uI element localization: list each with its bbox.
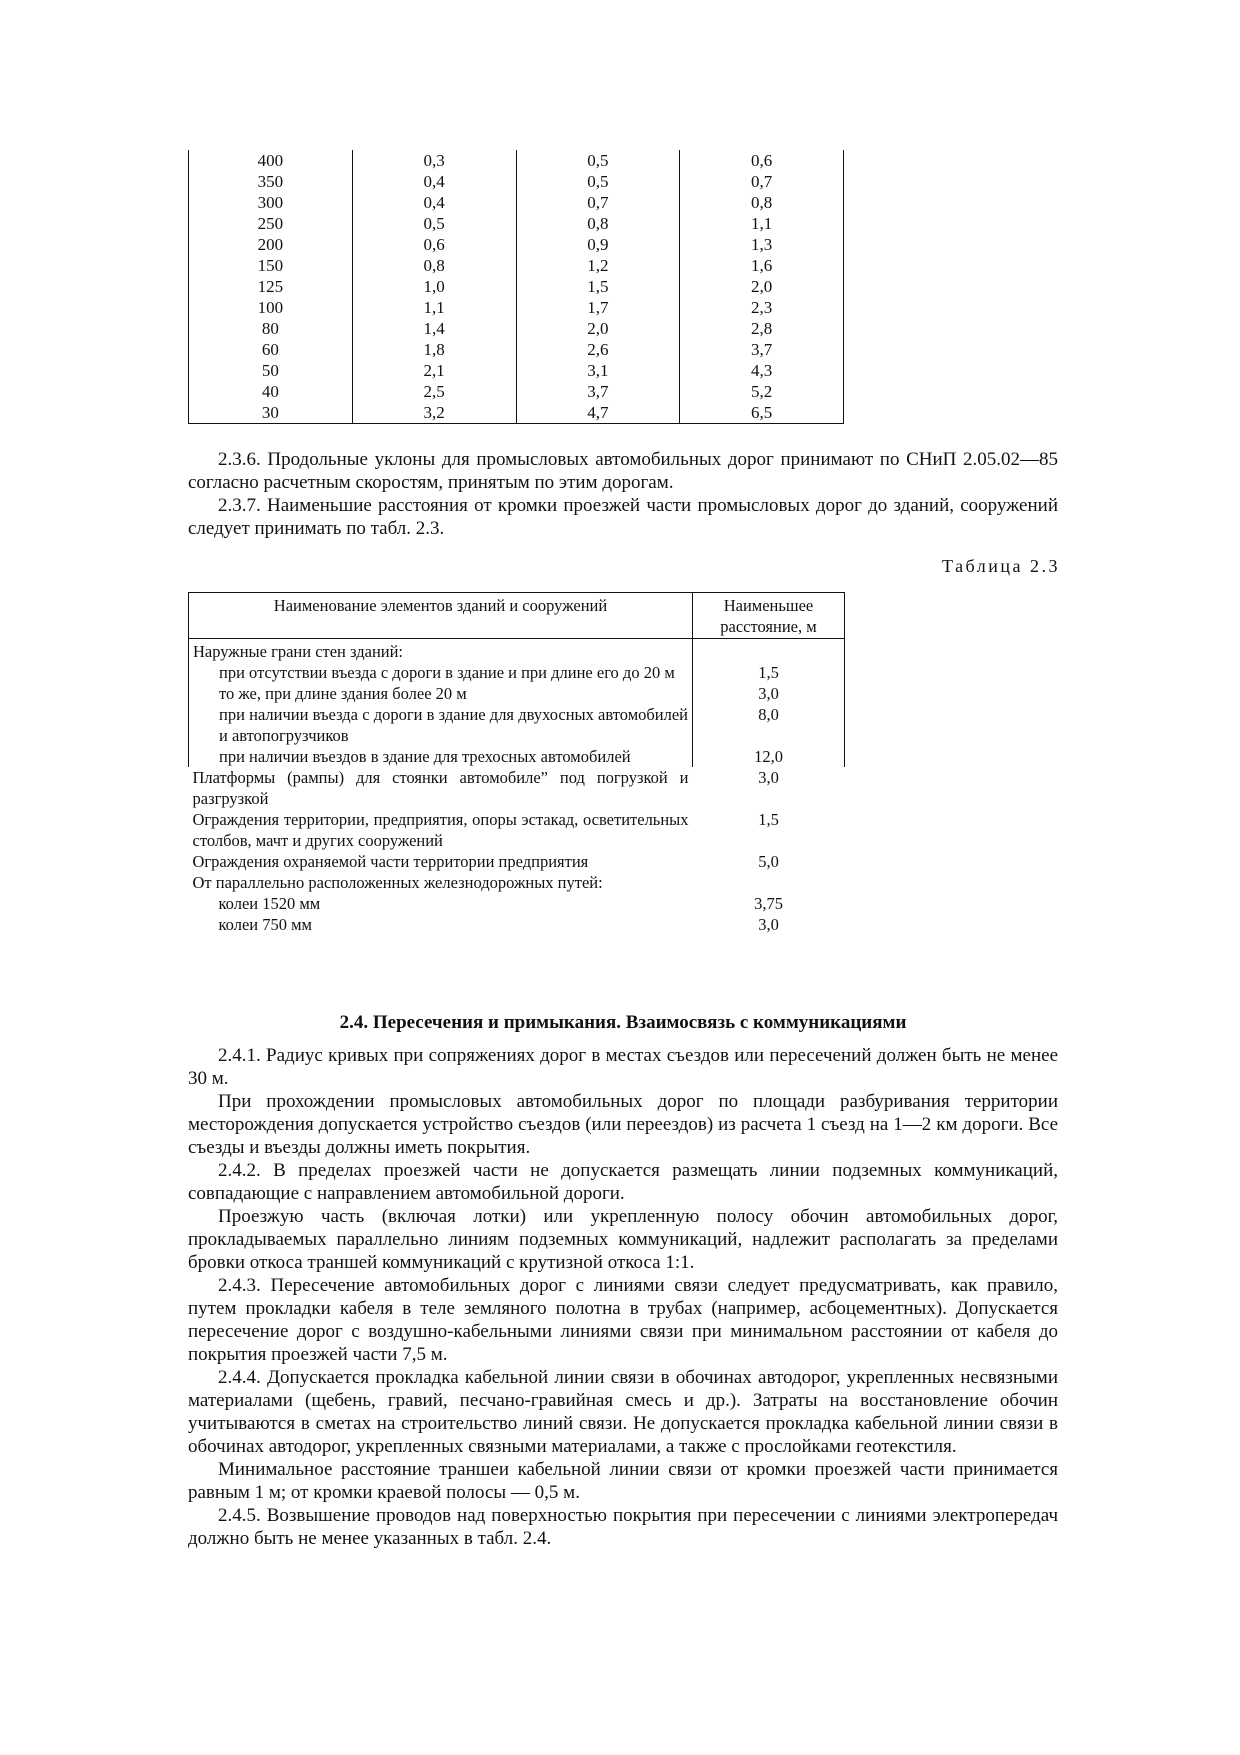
table-cell: 1,1 (352, 297, 516, 318)
table-cell: 1,0 (352, 276, 516, 297)
row-value: 12,0 (693, 746, 845, 767)
table-row (189, 851, 845, 872)
table-cell: 300 (189, 192, 353, 213)
table-cell: 3,7 (680, 339, 844, 360)
table-row (189, 171, 844, 192)
row-name: при наличии въезда с дороги в здание для двухосных автомобилей и автопогрузчиков (189, 704, 693, 746)
table-cell: 3,1 (516, 360, 680, 381)
row-name: От параллельно расположенных железнодорожных путей: (192, 873, 603, 892)
table-cell: 1,3 (680, 234, 844, 255)
table-row (189, 318, 844, 339)
table-row (189, 213, 844, 234)
row-value: 3,0 (693, 683, 845, 704)
table-header-value: Наименьшее расстояние, м (693, 593, 845, 639)
table-row (189, 662, 845, 683)
table-cell: 2,5 (352, 381, 516, 402)
table-cell: 1,7 (516, 297, 680, 318)
table-cell: 2,1 (352, 360, 516, 381)
table-cell: 0,8 (680, 192, 844, 213)
table-row (189, 381, 844, 402)
table-cell: 2,6 (516, 339, 680, 360)
row-name: Платформы (рампы) для стоянки автомобиле” под погрузкой и разгрузкой (192, 768, 689, 808)
table-cell: 0,8 (516, 213, 680, 234)
table-cell: 0,6 (352, 234, 516, 255)
table-cell: 4,3 (680, 360, 844, 381)
table-cell: 0,7 (516, 192, 680, 213)
paragraph: 2.4.5. Возвышение проводов над поверхностью покрытия при пересечении с линиями электропередач должно быть не менее указанных в табл. 2.4. (188, 1505, 1058, 1549)
table-cell: 2,0 (516, 318, 680, 339)
table-header-name: Наименование элементов зданий и сооружений (189, 593, 693, 639)
table-cell: 4,7 (516, 402, 680, 424)
table-cell: 0,8 (352, 255, 516, 276)
row-value: 1,5 (693, 662, 845, 683)
row-value (693, 872, 845, 893)
table-row (189, 809, 845, 851)
table-cell: 100 (189, 297, 353, 318)
paragraph-2-3-7: 2.3.7. Наименьшие расстояния от кромки проезжей части промысловых дорог до зданий, сооружений следует принимать по табл. 2.3. (188, 495, 1058, 539)
table-cell: 350 (189, 171, 353, 192)
table-cell: 1,5 (516, 276, 680, 297)
row-name: колеи 1520 мм (218, 894, 321, 913)
paragraph: Минимальное расстояние траншеи кабельной линии связи от кромки проезжей части принимается равным 1 м; от кромки краевой полосы — 0,5 м. (188, 1459, 1058, 1503)
table-row (189, 914, 845, 935)
row-value: 5,0 (758, 852, 779, 871)
table-row (189, 339, 844, 360)
row-name: то же, при длине здания более 20 м (189, 683, 693, 704)
table-cell: 1,1 (680, 213, 844, 234)
speed-table-continuation (188, 150, 844, 424)
row-value: 8,0 (693, 704, 845, 746)
table-row (189, 234, 844, 255)
row-value: 1,5 (758, 810, 779, 829)
table-cell: 6,5 (680, 402, 844, 424)
table-cell: 0,4 (352, 192, 516, 213)
table-row (189, 192, 844, 213)
row-name: Ограждения охраняемой части территории предприятия (192, 852, 589, 871)
table-cell: 0,5 (516, 171, 680, 192)
table-row (189, 639, 845, 663)
table-cell: 0,5 (516, 150, 680, 171)
table-row (189, 255, 844, 276)
table-cell: 0,5 (352, 213, 516, 234)
table-cell: 0,6 (680, 150, 844, 171)
table-cell: 125 (189, 276, 353, 297)
table-row (189, 893, 845, 914)
table-cell: 200 (189, 234, 353, 255)
table-row (189, 767, 845, 809)
row-name: колеи 750 мм (218, 915, 312, 934)
table-row (189, 360, 844, 381)
table-cell: 80 (189, 318, 353, 339)
table-cell: 40 (189, 381, 353, 402)
table-cell: 60 (189, 339, 353, 360)
table-cell: 3,2 (352, 402, 516, 424)
table-cell: 2,0 (680, 276, 844, 297)
table-row (189, 297, 844, 318)
table-cell: 1,2 (516, 255, 680, 276)
table-cell: 0,9 (516, 234, 680, 255)
table-cell: 1,4 (352, 318, 516, 339)
table-cell: 5,2 (680, 381, 844, 402)
table-row (189, 150, 844, 171)
table-cell: 1,8 (352, 339, 516, 360)
table-cell: 150 (189, 255, 353, 276)
table-row (189, 683, 845, 704)
table-row (189, 402, 844, 424)
paragraph-2-3-6: 2.3.6. Продольные уклоны для промысловых автомобильных дорог принимают по СНиП 2.05.02—85 согласно расчетным скоростям, принятым по этим дорогам. (188, 449, 1058, 493)
row-name: при отсутствии въезда с дороги в здание и при длине его до 20 м (189, 662, 693, 683)
paragraph: 2.4.4. Допускается прокладка кабельной линии связи в обочинах автодорог, укрепленных несвязными материалами (щебень, гравий, песчано-гравийная смесь и др.). Затраты на восстановление обочин учитываются в сметах на строительство линий связи. Не допускается прокладка кабельной линии связи в обочинах автодорог, укрепленных связными материалами, а также с прослойками геотекстиля. (188, 1367, 1058, 1457)
row-value: 3,75 (754, 894, 783, 913)
table-cell: 3,7 (516, 381, 680, 402)
row-name: Наружные грани стен зданий: (189, 639, 693, 663)
table-cell: 250 (189, 213, 353, 234)
table-row (189, 872, 845, 893)
table-cell: 30 (189, 402, 353, 424)
speed-table-body (189, 150, 844, 424)
row-value: 3,0 (758, 768, 779, 787)
section-2-4-text (188, 1044, 1058, 1550)
table-row (189, 746, 845, 767)
row-value: 3,0 (758, 915, 779, 934)
paragraph: Проезжую часть (включая лотки) или укрепленную полосу обочин автомобильных дорог, прокладываемых параллельно линиям подземных коммуникаций, надлежит располагать за пределами бровки откоса траншей коммуникаций с крутизной откоса 1:1. (188, 1206, 1058, 1273)
paragraph: 2.4.1. Радиус кривых при сопряжениях дорог в местах съездов или пересечений должен быть не менее 30 м. (188, 1045, 1058, 1089)
table-cell: 50 (189, 360, 353, 381)
table-2-3 (188, 592, 845, 935)
table-cell: 400 (189, 150, 353, 171)
row-name: Ограждения территории, предприятия, опоры эстакад, осветительных столбов, мачт и других сооружений (192, 810, 689, 850)
table-cell: 1,6 (680, 255, 844, 276)
row-name: при наличии въездов в здание для трехосных автомобилей (189, 746, 693, 767)
table-cell: 2,3 (680, 297, 844, 318)
paragraph: 2.4.3. Пересечение автомобильных дорог с линиями связи следует предусматривать, как правило, путем прокладки кабеля в теле земляного полотна в трубах (например, асбоцементных). Допускается пересечение дорог с воздушно-кабельными линиями связи при минимальном расстоянии от кабеля до покрытия проезжей части 7,5 м. (188, 1275, 1058, 1365)
table-caption: Таблица 2.3 (942, 556, 1060, 576)
section-2-3-text (188, 448, 1058, 540)
table-row (189, 704, 845, 746)
table-cell: 2,8 (680, 318, 844, 339)
table-cell: 0,7 (680, 171, 844, 192)
section-heading-2-4: 2.4. Пересечения и примыкания. Взаимосвязь с коммуникациями (339, 1012, 907, 1033)
paragraph: 2.4.2. В пределах проезжей части не допускается размещать линии подземных коммуникаций, совпадающие с направлением автомобильной дороги. (188, 1160, 1058, 1204)
row-value (693, 639, 845, 663)
table-cell: 0,4 (352, 171, 516, 192)
table-row (189, 276, 844, 297)
paragraph: При прохождении промысловых автомобильных дорог по площади разбуривания территории месторождения допускается устройство съездов (или переездов) из расчета 1 съезд на 1—2 км дороги. Все съезды и въезды должны иметь покрытия. (188, 1091, 1058, 1158)
table-cell: 0,3 (352, 150, 516, 171)
